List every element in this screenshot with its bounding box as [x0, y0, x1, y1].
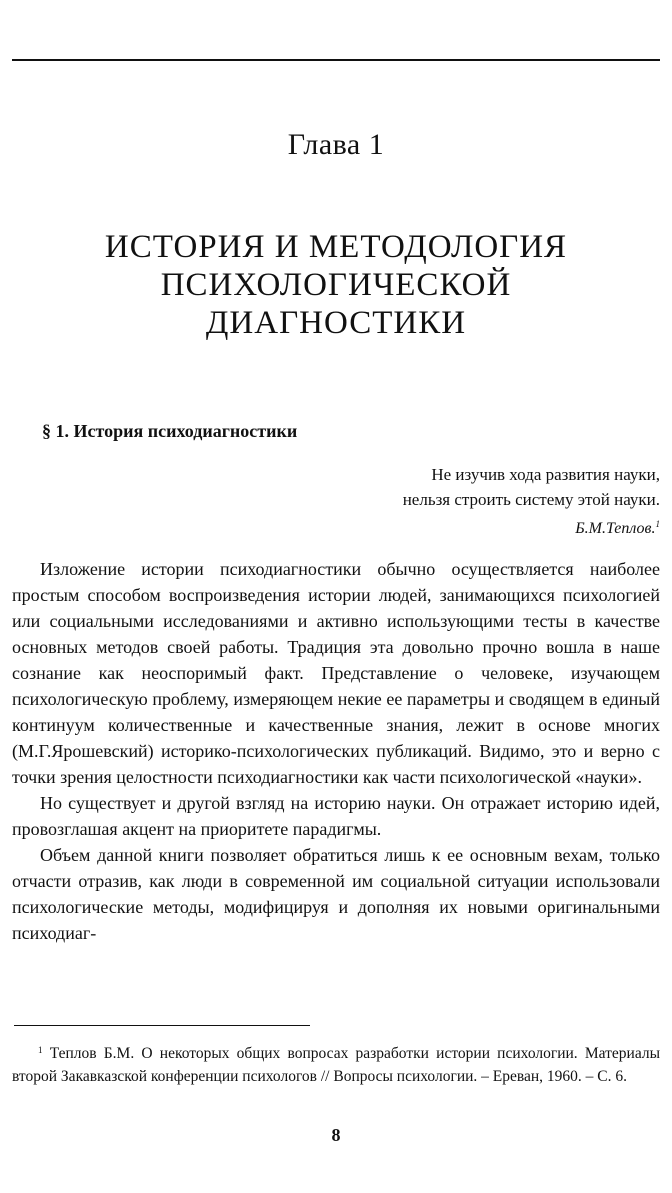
footnote-paragraph [12, 1039, 660, 1088]
body-text [12, 556, 660, 946]
paragraph: Изложение истории психодиагностики обычно осуществляется наиболее простым способом воспроизведения истории людей, занимающихся психологией или социальными исследованиями и активно использующими тесты в качестве основных методов своей работы. Традиция эта довольно прочно вошла в наше сознание как неоспоримый факт. Представление о человеке, изучающем психологическую проблему, измеряющем некие ее параметры и сводящем в единый континуум количественные и качественные знания, лежит в основе многих (М.Г.Ярошевский) историко-психологических публикаций. Видимо, это и верно с точки зрения целостности психодиагностики как части психологической «науки». [12, 559, 660, 787]
epigraph-author [403, 512, 660, 541]
paragraph: Но существует и другой взгляд на историю науки. Он отражает историю идей, провозглашая акцент на приоритете парадигмы. [12, 793, 660, 839]
epigraph-author-name: Б.М.Теплов. [575, 520, 656, 537]
section-heading: § 1. История психодиагностики [42, 421, 298, 441]
footnote [12, 1039, 660, 1088]
epigraph-line: нельзя строить систему этой науки. [402, 490, 660, 509]
chapter-heading: Глава 1 [287, 128, 385, 161]
footnote-marker: 1 [38, 1045, 43, 1055]
chapter-title-line: ДИАГНОСТИКИ [205, 305, 467, 341]
chapter-title-line: ИСТОРИЯ И МЕТОДОЛОГИЯ [104, 229, 568, 265]
epigraph-line: Не изучив хода развития науки, [431, 465, 660, 484]
chapter-title-line: ПСИХОЛОГИЧЕСКОЙ [160, 267, 512, 303]
chapter-title [0, 228, 672, 342]
footnote-reference: 1 [655, 519, 660, 529]
epigraph [403, 462, 660, 541]
top-rule [12, 59, 660, 61]
page-number: 8 [331, 1125, 341, 1145]
footnote-text: Теплов Б.М. О некоторых общих вопросах разработки истории психологии. Материалы второй Закавказской конференции психологов // Вопросы психологии. – Ереван, 1960. – С. 6. [12, 1045, 660, 1085]
footnote-rule [14, 1025, 310, 1026]
paragraph: Объем данной книги позволяет обратиться лишь к ее основным вехам, только отчасти отразив, как люди в современной им социальной ситуации использовали психологические методы, модифицируя и дополняя их новыми оригинальными психодиаг- [12, 845, 660, 943]
